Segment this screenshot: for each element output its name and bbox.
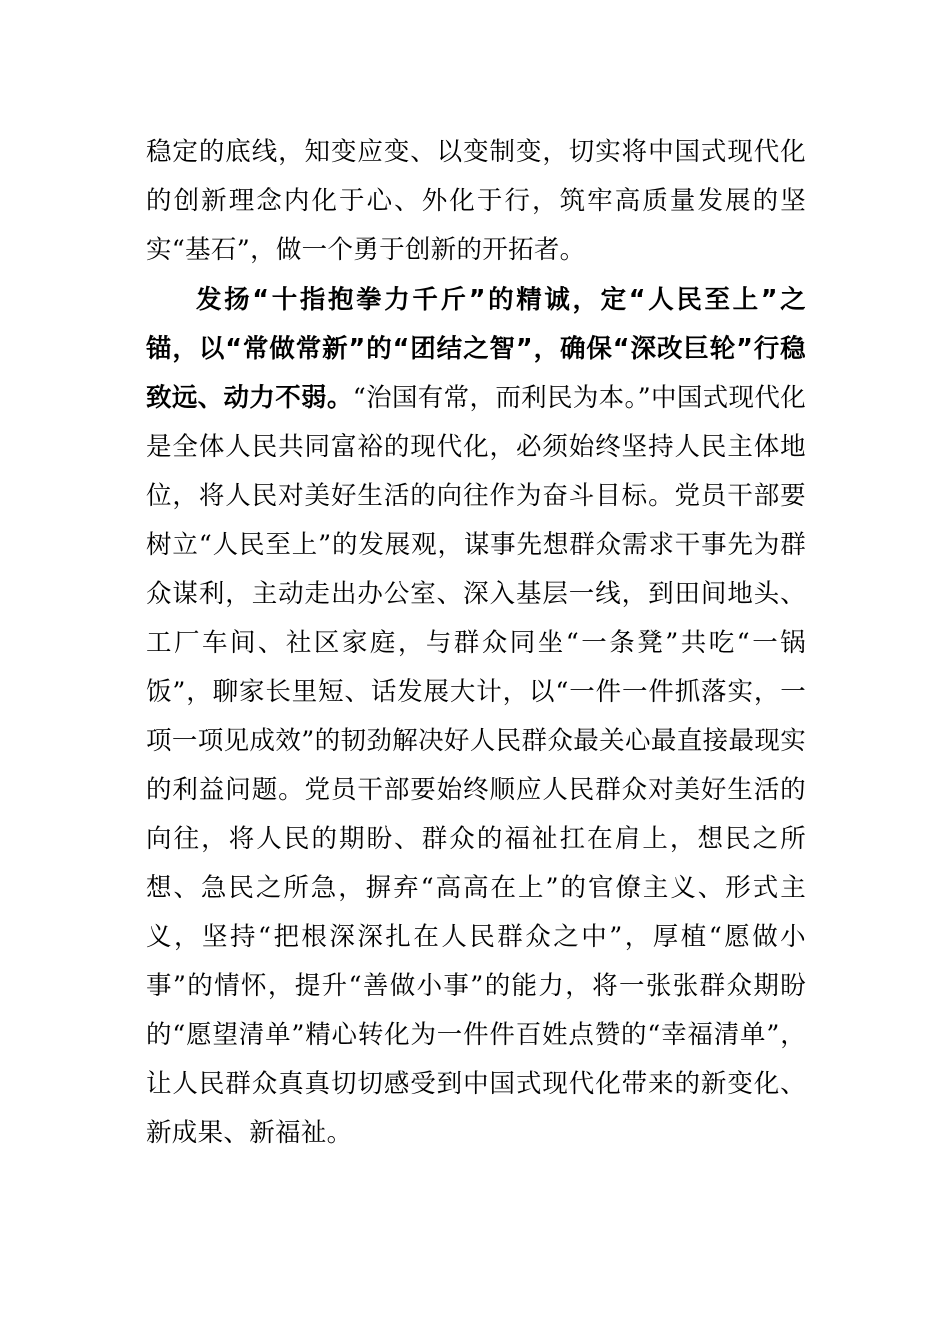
paragraph-people-first: [146, 276, 806, 1158]
paragraph-2-body: “治国有常，而利民为本。”中国式现代化是全体人民共同富裕的现代化，必须始终坚持人民主体地位，将人民对美好生活的向往作为奋斗目标。党员干部要树立“人民至上”的发展观，谋事先想群众需求干事先为群众谋利，主动走出办公室、深入基层一线，到田间地头、工厂车间、社区家庭，与群众同坐“一条凳”共吃“一锅饭”，聊家长里短、话发展大计，以“一件一件抓落实，一项一项见成效”的韧劲解决好人民群众最关心最直接最现实的利益问题。党员干部要始终顺应人民群众对美好生活的向往，将人民的期盼、群众的福祉扛在肩上，想民之所想、急民之所急，摒弃“高高在上”的官僚主义、形式主义，坚持“把根深深扎在人民群众之中”，厚植“愿做小事”的情怀，提升“善做小事”的能力，将一张张群众期盼的“愿望清单”精心转化为一件件百姓点赞的“幸福清单”，让人民群众真真切切感受到中国式现代化带来的新变化、新成果、新福祉。: [146, 383, 806, 1148]
paragraph-continuation: [146, 128, 806, 275]
paragraph-1-text: 稳定的底线，知变应变、以变制变，切实将中国式现代化的创新理念内化于心、外化于行，筑牢高质量发展的坚实“基石”，做一个勇于创新的开拓者。: [146, 137, 806, 265]
paragraph-2-bold-lead: 发扬“十指抱拳力千斤”的精诚，定“人民至上”之锚，以“常做常新”的“团结之智”，确保“深改巨轮”行稳致远、动力不弱。: [146, 285, 806, 413]
